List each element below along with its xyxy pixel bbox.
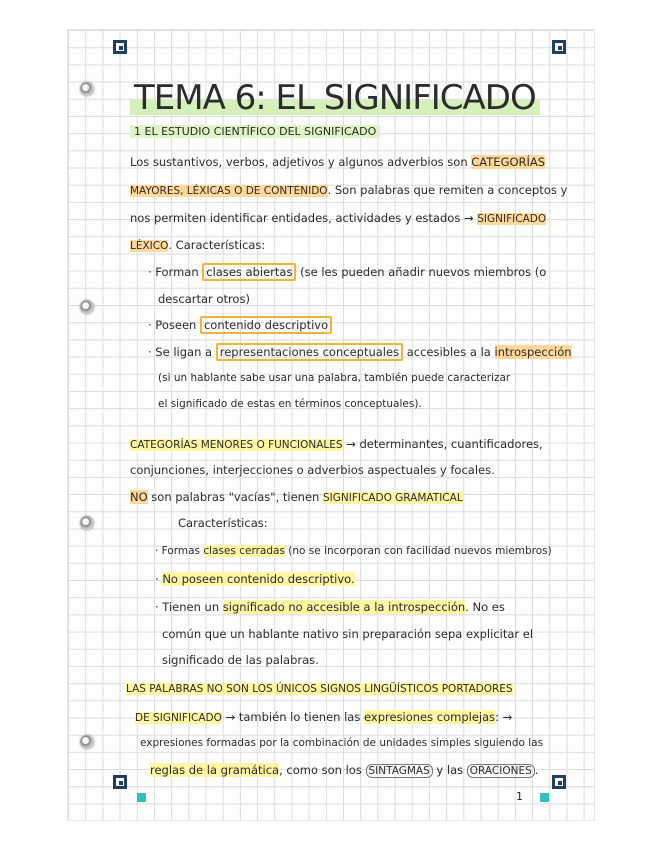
- bullet-item: · Forman clases abiertas (se les pueden añadir nuevos miembros (o: [148, 265, 547, 279]
- highlighted-term: clases cerradas: [203, 545, 285, 557]
- boxed-term: representaciones conceptuales: [216, 343, 403, 361]
- bullet-continuation: significado de las palabras.: [162, 653, 319, 667]
- boxed-term: SINTAGMAS: [366, 764, 433, 778]
- bullet-continuation: el significado de estas en términos conceptuales).: [158, 398, 422, 410]
- text-line: MAYORES, LÉXICAS O DE CONTENIDO. Son palabras que remiten a conceptos y: [130, 183, 568, 197]
- bullet-item: · Poseen contenido descriptivo: [148, 318, 332, 332]
- text-line: reglas de la gramática, como son los SINTAGMAS y las ORACIONES .: [150, 763, 539, 777]
- binder-hole: [80, 82, 94, 96]
- text-line: Los sustantivos, verbos, adjetivos y algunos adverbios son CATEGORÍAS: [130, 155, 546, 169]
- page-number: 1: [516, 790, 523, 803]
- bullet-item: · Se ligan a representaciones conceptuales accesibles a la introspección: [148, 345, 572, 359]
- highlighted-term: SIGNIFICADO: [477, 213, 547, 225]
- binder-hole: [80, 300, 94, 314]
- bullet-continuation: descartar otros): [158, 292, 250, 306]
- notebook-page: [68, 30, 594, 820]
- highlighted-term: No poseen contenido descriptivo.: [162, 572, 355, 586]
- corner-mark-icon: [113, 40, 127, 54]
- text-line: NO son palabras "vacías", tienen SIGNIFICADO GRAMATICAL: [130, 490, 463, 504]
- page-title: TEMA 6: EL SIGNIFICADO: [130, 78, 540, 118]
- highlighted-term: LÉXICO: [130, 240, 169, 252]
- highlighted-term: CATEGORÍAS: [471, 155, 546, 169]
- text-line: DE SIGNIFICADO → también lo tienen las expresiones complejas: →: [135, 710, 513, 724]
- boxed-term: contenido descriptivo: [200, 316, 332, 334]
- highlighted-term: introspección: [494, 345, 572, 359]
- corner-mark-icon: [113, 775, 127, 789]
- text-line: CATEGORÍAS MENORES O FUNCIONALES → determinantes, cuantificadores,: [130, 437, 543, 451]
- highlighted-term: MAYORES, LÉXICAS O DE CONTENIDO: [130, 185, 328, 197]
- bullet-continuation: (si un hablante sabe usar una palabra, también puede caracterizar: [158, 372, 511, 384]
- bullet-item: · Tienen un significado no accesible a la introspección. No es: [155, 600, 505, 614]
- highlighted-term: SIGNIFICADO GRAMATICAL: [322, 492, 463, 504]
- text-line: nos permiten identificar entidades, actividades y estados → SIGNIFICADO: [130, 211, 547, 225]
- binder-hole: [80, 516, 94, 530]
- text-line: [126, 683, 513, 695]
- corner-mark-icon: [552, 775, 566, 789]
- section-heading: 1 EL ESTUDIO CIENTÍFICO DEL SIGNIFICADO: [130, 125, 380, 138]
- bullet-item: · Formas clases cerradas (no se incorporan con facilidad nuevos miembros): [155, 545, 552, 557]
- highlighted-term: reglas de la gramática: [150, 763, 280, 777]
- text-line: conjunciones, interjecciones o adverbios aspectuales y focales.: [130, 463, 495, 477]
- teal-marker: [137, 793, 146, 802]
- teal-marker: [540, 793, 549, 802]
- text-line: Características:: [178, 516, 268, 530]
- binder-hole: [80, 735, 94, 749]
- highlighted-term: expresiones complejas: [364, 710, 496, 724]
- boxed-term: clases abiertas: [202, 263, 296, 281]
- highlighted-term: significado no accesible a la introspección: [222, 600, 466, 614]
- highlighted-term: LAS PALABRAS NO SON LOS ÚNICOS SIGNOS LINGÜÍSTICOS PORTADORES: [126, 683, 513, 695]
- corner-mark-icon: [552, 40, 566, 54]
- boxed-term: ORACIONES: [467, 764, 535, 778]
- highlighted-term: NO: [130, 490, 148, 504]
- text-line: expresiones formadas por la combinación de unidades simples siguiendo las: [140, 737, 544, 749]
- bullet-continuation: común que un hablante nativo sin preparación sepa explicitar el: [162, 627, 534, 641]
- highlighted-term: CATEGORÍAS MENORES O FUNCIONALES: [130, 439, 343, 451]
- highlighted-term: DE SIGNIFICADO: [135, 712, 222, 724]
- bullet-item: · No poseen contenido descriptivo.: [155, 572, 355, 586]
- text-line: LÉXICO. Características:: [130, 238, 266, 252]
